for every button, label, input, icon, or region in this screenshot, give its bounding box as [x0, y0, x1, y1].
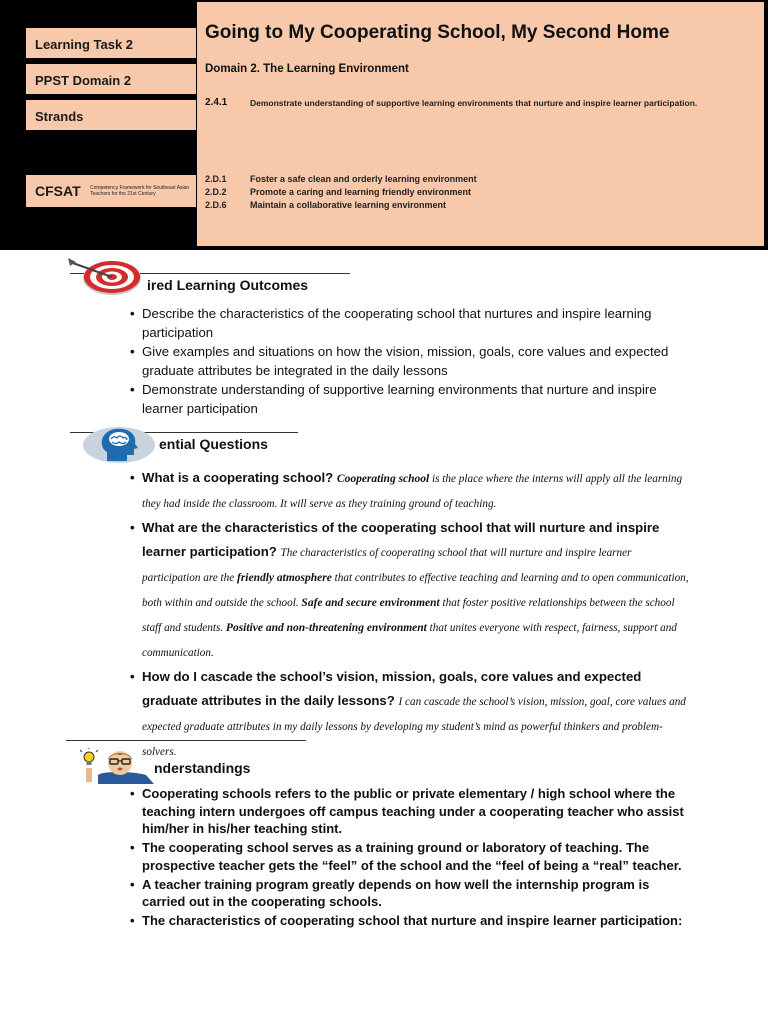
ppst-domain-label: PPST Domain 2 — [35, 73, 132, 88]
cfsat-description: Competency Framework for Southeast Asian Teachers for the 21st Century — [90, 184, 190, 197]
target-icon — [66, 256, 144, 298]
section-rule — [66, 740, 306, 741]
answer-text: that unites everyone with respect, fairness, support and communication. — [142, 622, 677, 659]
answer-text: is the place where the interns will apply all the learning they had inside the classroom. It will serve as they training ground of teaching. — [142, 473, 683, 510]
strand-text: Foster a safe clean and orderly learning environment — [250, 174, 477, 184]
question-text: What are the characteristics of the cooperating school that will nurture and inspire learner participation? — [142, 520, 660, 559]
list-item: • The cooperating school serves as a training ground or laboratory of teaching. The prospective teacher gets the “feel” of the school and the “feel of being a “real” teacher. — [130, 839, 690, 874]
learning-task-tab — [26, 28, 196, 58]
list-item: • The characteristics of cooperating school that nurture and inspire learner participation: — [130, 912, 690, 930]
strand-code: 2.D.6 — [205, 200, 227, 210]
question-text: What is a cooperating school? — [142, 470, 337, 485]
answer-text: The characteristics of cooperating school that will nurture and inspire learner participation are the — [142, 547, 632, 584]
answer-highlight: friendly atmosphere — [236, 572, 332, 584]
teacher-lightbulb-icon — [80, 748, 156, 784]
strand-code: 2.D.1 — [205, 174, 227, 184]
list-item: • Describe the characteristics of the cooperating school that nurtures and inspire learning participation — [130, 304, 690, 342]
cfsat-label: CFSAT — [35, 183, 81, 199]
list-item: • Demonstrate understanding of supportive learning environments that nurture and inspire learner participation — [130, 380, 690, 418]
outcomes-list — [130, 304, 690, 418]
list-item — [130, 516, 690, 665]
question-text: How do I cascade the school’s vision, mission, goals, core values and expected graduate attributes in the daily lessons? — [142, 669, 642, 708]
answer-highlight: Cooperating school — [336, 473, 430, 485]
strand-row — [205, 174, 477, 184]
standard-text: Demonstrate understanding of supportive learning environments that nurture and inspire learner participation. — [250, 98, 698, 108]
answer-text: I can cascade the school’s vision, mission, goal, core values and expected graduate attributes in my daily lessons by developing my student’s mind as powerful thinkers and problem-solvers. — [142, 696, 686, 758]
strand-row — [205, 187, 471, 197]
cfsat-tab — [26, 175, 196, 207]
list-item — [130, 466, 690, 516]
list-item — [130, 665, 690, 764]
learning-task-label: Learning Task 2 — [35, 37, 134, 52]
answer-text: that contributes to effective teaching and learning and to open communication, both within and outside the school. — [142, 572, 689, 609]
list-item: • Give examples and situations on how the vision, mission, goals, core values and expected graduate attributes be integrated in the daily lessons — [130, 342, 690, 380]
strands-label: Strands — [35, 109, 84, 124]
header-panel — [197, 2, 764, 246]
questions-list — [130, 466, 690, 764]
understandings-heading: nderstandings — [154, 760, 251, 776]
list-item: • A teacher training program greatly depends on how well the internship program is carried out in the cooperating schools. — [130, 876, 690, 911]
ppst-domain-tab — [26, 64, 196, 94]
domain-heading: Domain 2. The Learning Environment — [205, 63, 409, 75]
outcomes-heading: ired Learning Outcomes — [147, 277, 309, 293]
understandings-list — [130, 785, 690, 931]
strand-text: Promote a caring and learning friendly environment — [250, 187, 472, 197]
strand-code: 2.D.2 — [205, 187, 227, 197]
list-item: • Cooperating schools refers to the public or private elementary / high school where the teaching intern undergoes off campus teaching under a cooperating teacher who assist him/her in his/her teaching stint. — [130, 785, 690, 838]
strand-row — [205, 200, 446, 210]
answer-text: that foster positive relationships between the school staff and students. — [142, 597, 675, 634]
answer-highlight: Safe and secure environment — [301, 597, 440, 609]
standard-code: 2.4.1 — [205, 97, 228, 108]
questions-heading: ential Questions — [159, 436, 268, 452]
brain-head-icon — [83, 424, 159, 464]
strand-text: Maintain a collaborative learning environment — [250, 200, 447, 210]
answer-highlight: Positive and non-threatening environment — [225, 622, 427, 634]
strands-tab — [26, 100, 196, 130]
page-title: Going to My Cooperating School, My Second Home — [205, 22, 670, 43]
